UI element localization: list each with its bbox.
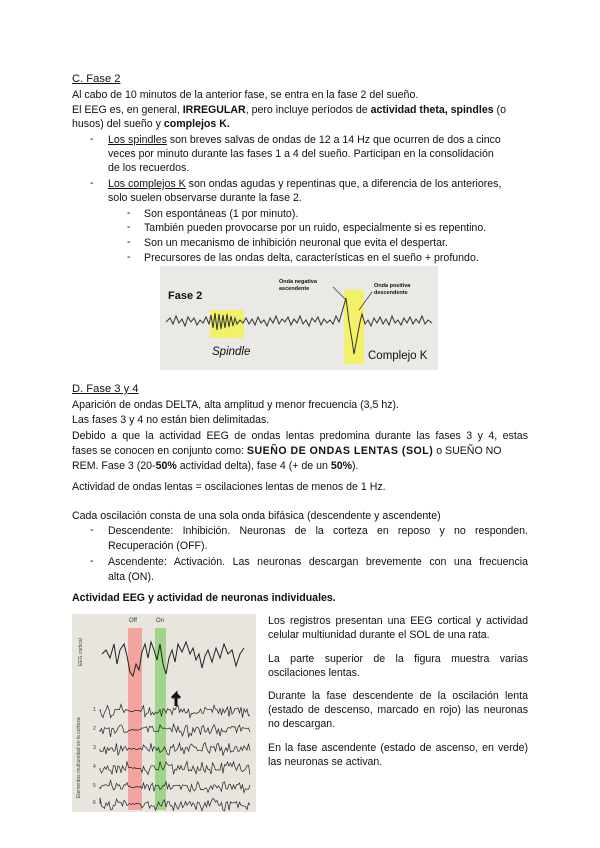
right-paragraph-4: En la fase ascendente (estado de ascenso, en verde) las neuronas se activan. — [268, 742, 528, 768]
section-d-line-2: Las fases 3 y 4 no están bien delimitadas. — [72, 414, 270, 426]
section-d-line-5: REM. Fase 3 (20-50% actividad delta), fase 4 (+ de un 50%). — [72, 460, 359, 472]
spindles-line-3: de los recuerdos. — [108, 162, 190, 174]
sub-item-2: También pueden provocarse por un ruido, especialmente si es repentino. — [144, 222, 487, 234]
eeg-neurons-subheading: Actividad EEG y actividad de neuronas individuales. — [72, 592, 336, 604]
neg-wave-label: Onda negativa ascendente — [279, 279, 317, 292]
bullet-dash: - — [90, 524, 94, 536]
bullet-dash: - — [90, 133, 94, 145]
sub-item-4: Precursores de las ondas delta, características en el sueño + profundo. — [144, 252, 479, 264]
complejos-k-line-2: solo suelen observarse durante la fase 2. — [108, 192, 302, 204]
bullet-dash: - — [90, 177, 94, 189]
multiunit-ylabel: Elementos multiunidad en la corteza — [76, 717, 82, 798]
ascendente-line-1: Ascendente: Activación. Las neuronas descargan brevemente con una frecuencia — [108, 556, 528, 568]
right-paragraph-1: Los registros presentan una EEG cortical y actividad celular multiunidad durante el SOL de una rata. — [268, 615, 528, 641]
off-label: Off — [129, 618, 137, 624]
sub-dash: - — [127, 251, 131, 263]
sub-dash: - — [127, 236, 131, 248]
sub-item-3: Son un mecanismo de inhibición neuronal que evita el despertar. — [144, 237, 448, 249]
eeg-multiunit-figure — [72, 614, 256, 812]
spindles-line-2: veces por minuto durante las fases 1 a 4 del sueño. Participan en la consolidación — [108, 148, 494, 160]
section-c-heading: C. Fase 2 — [72, 73, 121, 85]
descendente-line-2: Recuperación (OFF). — [108, 540, 208, 552]
sub-dash: - — [127, 221, 131, 233]
off-band — [128, 628, 142, 810]
section-c-intro-3: husos) del sueño y complejos K. — [72, 118, 230, 130]
section-d-heading: D. Fase 3 y 4 — [72, 383, 139, 395]
eeg-cortical-ylabel: EEG cortical — [78, 638, 84, 666]
row-label-5: 5 — [93, 783, 96, 789]
spindle-label: Spindle — [212, 346, 251, 358]
sub-dash: - — [127, 207, 131, 219]
section-c-intro-2: El EEG es, en general, IRREGULAR, pero incluye períodos de actividad theta, spindles (o — [72, 104, 506, 116]
section-d-line-1: Aparición de ondas DELTA, alta amplitud y menor frecuencia (3,5 hz). — [72, 399, 399, 411]
complejos-k-line-1: Los complejos K son ondas agudas y repentinas que, a diferencia de los anteriores, — [108, 178, 502, 190]
row-label-6: 6 — [93, 800, 96, 806]
row-label-2: 2 — [93, 726, 96, 732]
pos-wave-label: Onda positiva descendente — [374, 283, 411, 296]
on-label: On — [156, 618, 165, 624]
bullet-dash: - — [90, 555, 94, 567]
row-label-1: 1 — [93, 707, 96, 713]
section-d-line-6: Actividad de ondas lentas = oscilaciones lentas de menos de 1 Hz. — [72, 481, 386, 493]
eeg-multiunit-svg — [72, 614, 256, 812]
section-d-line-4: fases se conocen en conjunto como: SUEÑO DE ONDAS LENTAS (SOL) o SUEÑO NO — [72, 445, 502, 457]
sub-item-1: Son espontáneas (1 por minuto). — [144, 208, 299, 220]
right-paragraph-2: La parte superior de la figura muestra varias oscilaciones lentas. — [268, 653, 528, 679]
fase-2-label: Fase 2 — [168, 290, 203, 302]
spindles-line-1: Los spindles son breves salvas de ondas de 12 a 14 Hz que ocurren de dos a cinco — [108, 134, 501, 146]
row-label-3: 3 — [93, 745, 96, 751]
row-label-4: 4 — [93, 764, 96, 770]
section-c-intro-1: Al cabo de 10 minutos de la anterior fase, se entra en la fase 2 del sueño. — [72, 89, 419, 101]
right-paragraph-3: Durante la fase descendente de la oscilación lenta (estado de descenso, marcado en rojo) las neuronas no descargan. — [268, 690, 528, 730]
descendente-line-1: Descendente: Inhibición. Neuronas de la corteza en reposo y no responden. — [108, 525, 528, 537]
on-band — [155, 628, 166, 810]
fase-2-eeg-figure — [160, 266, 438, 370]
complejo-k-label: Complejo K — [368, 350, 428, 362]
section-d-line-3: Debido a que la actividad EEG de ondas lentas predomina durante las fases 3 y 4, estas — [72, 430, 528, 442]
section-d-line-7: Cada oscilación consta de una sola onda bifásica (descendente y ascendente) — [72, 510, 441, 522]
ascendente-line-2: alta (ON). — [108, 571, 154, 583]
